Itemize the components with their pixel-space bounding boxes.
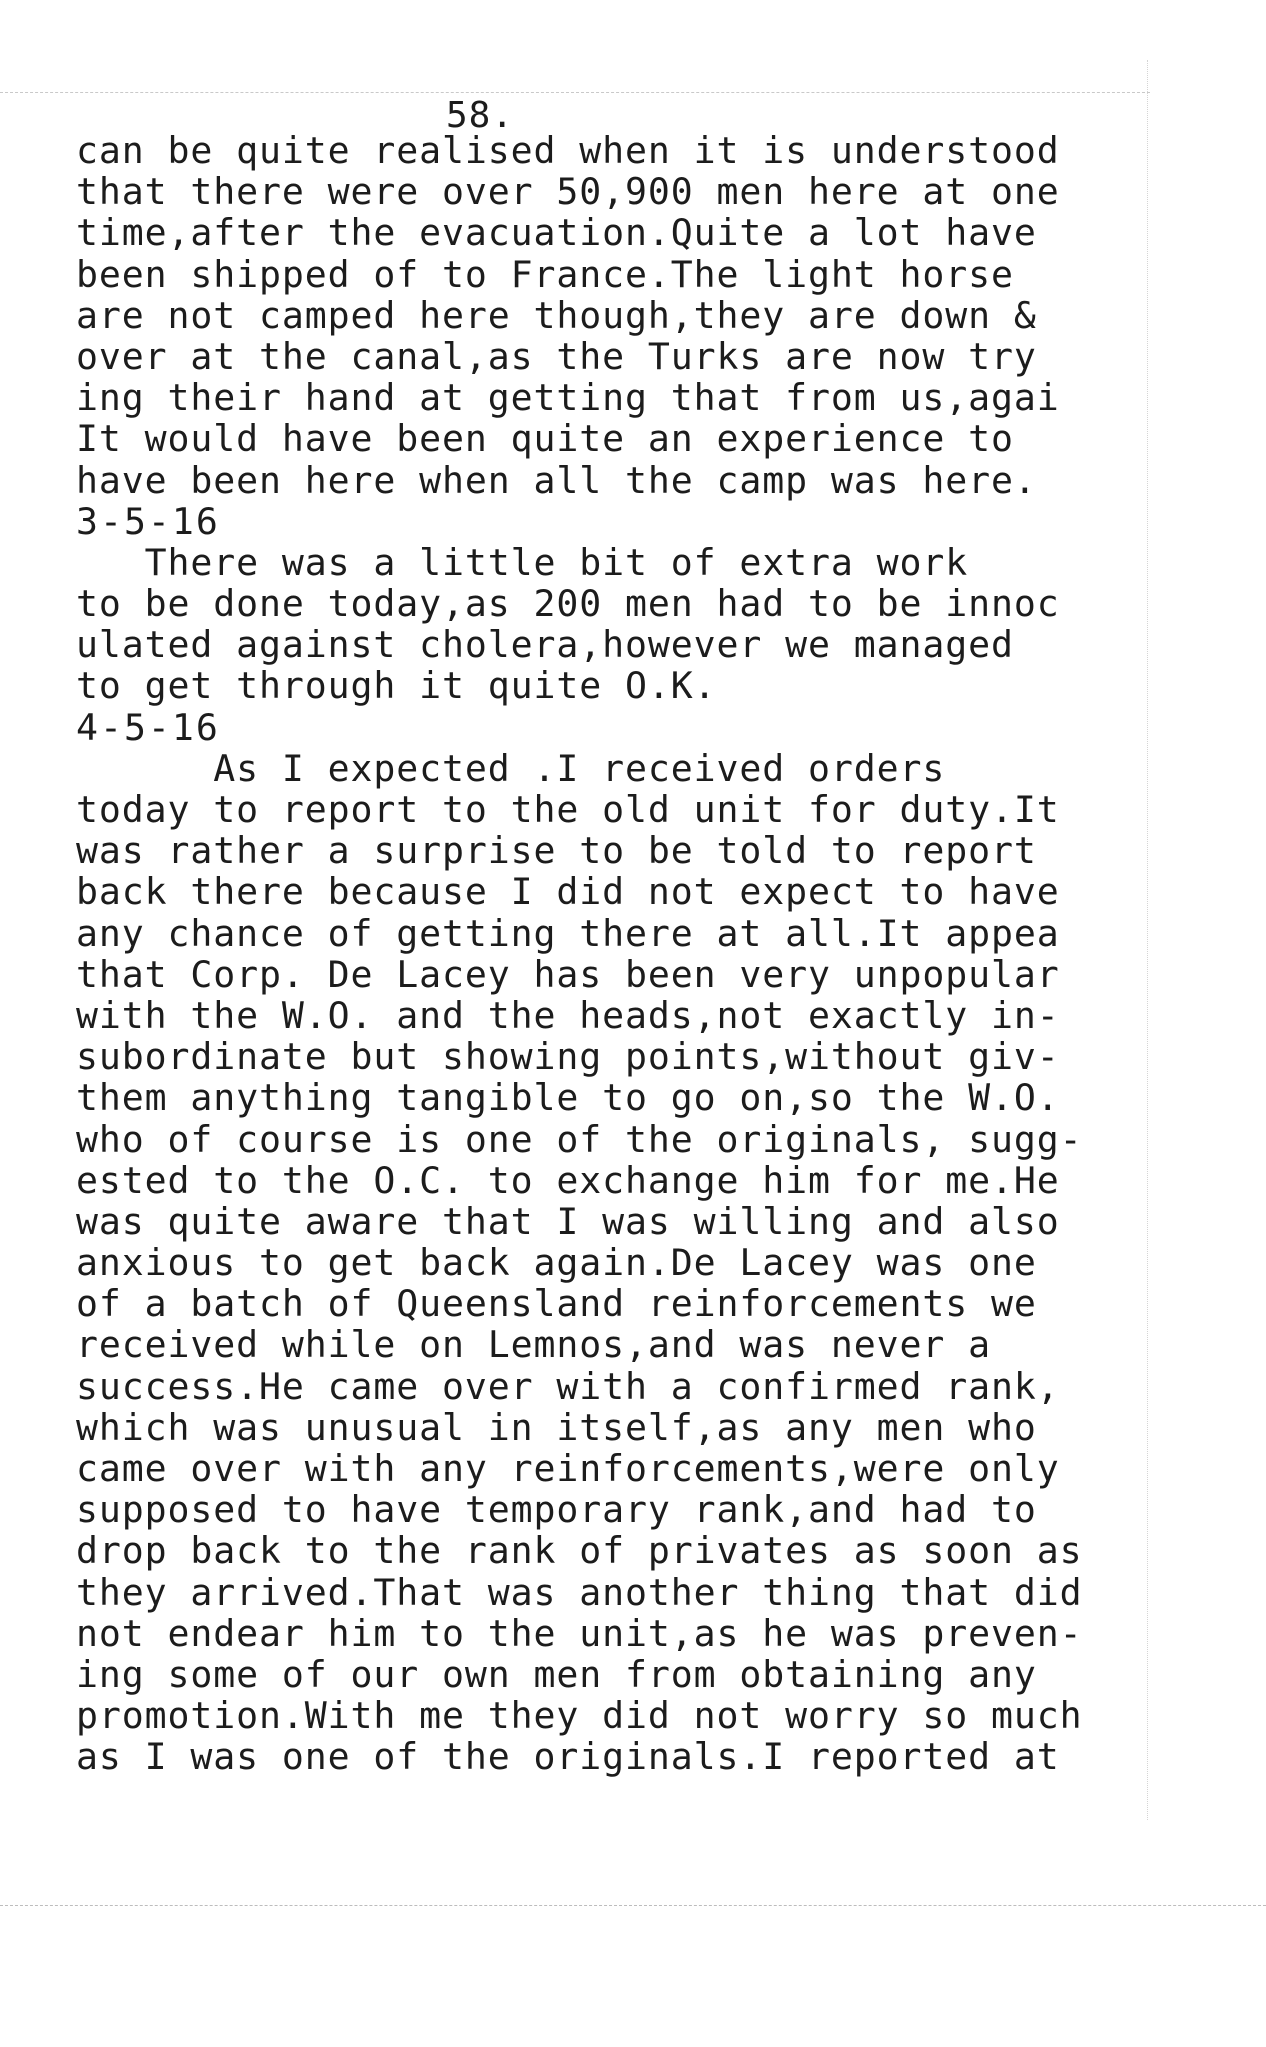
text-line: supposed to have temporary rank,and had to [76,1488,1037,1532]
text-line: was quite aware that I was willing and also [76,1199,1060,1243]
text-line: who of course is one of the originals, sugg- [76,1117,1083,1161]
text-line: which was unusual in itself,as any men who [76,1405,1037,1449]
text-line: There was a little bit of extra work [76,540,969,584]
text-line: subordinate but showing points,without giv- [76,1035,1060,1079]
text-line: drop back to the rank of privates as soon as [76,1529,1083,1573]
text-line: can be quite realised when it is understood [76,129,1060,172]
text-line: been shipped of to France.The light horse [76,252,1014,296]
text-line: with the W.O. and the heads,not exactly in- [76,993,1060,1037]
text-line: ing their hand at getting that from us,agai [76,376,1060,420]
text-line: ulated against cholera,however we managed [76,623,1014,667]
page-edge [1147,60,1148,1820]
text-line: not endear him to the unit,as he was preven- [76,1611,1083,1655]
fold-line-top [0,92,1150,93]
text-line: any chance of getting there at all.It appea [76,911,1060,955]
text-line: came over with any reinforcements,were only [76,1447,1060,1490]
text-line: to be done today,as 200 men had to be innoc [76,582,1060,626]
text-line: time,after the evacuation.Quite a lot have [76,211,1037,255]
text-line: are not camped here though,they are down & [76,293,1037,337]
text-line: success.He came over with a confirmed rank, [76,1364,1060,1408]
text-line: them anything tangible to go on,so the W.O. [76,1076,1060,1120]
text-line: back there because I did not expect to have [76,870,1060,914]
text-line: that Corp. De Lacey has been very unpopular [76,952,1060,996]
text-line: received while on Lemnos,and was never a [76,1323,991,1367]
text-line: of a batch of Queensland reinforcements we [76,1282,1037,1326]
text-line: As I expected .I received orders [76,746,946,790]
fold-line-bottom [0,1905,1266,1906]
text-line: was rather a surprise to be told to report [76,829,1037,873]
text-line: that there were over 50,900 men here at one [76,170,1060,214]
typed-text-body [76,130,1136,1778]
text-line: today to report to the old unit for duty.It [76,788,1060,831]
text-line: have been here when all the camp was here. [76,458,1037,502]
text-line: ing some of our own men from obtaining any [76,1652,1037,1696]
page-number: 58. [446,95,515,136]
date-heading: 3-5-16 [76,499,220,543]
text-line: It would have been quite an experience to [76,417,1014,461]
text-line: as I was one of the originals.I reported at [76,1735,1060,1779]
text-line: ested to the O.C. to exchange him for me.He [76,1158,1060,1202]
date-heading: 4-5-16 [76,705,220,749]
text-line: anxious to get back again.De Lacey was one [76,1241,1037,1285]
text-line: to get through it quite O.K. [76,664,717,708]
text-line: over at the canal,as the Turks are now try [76,334,1037,378]
text-line: promotion.With me they did not worry so much [76,1694,1083,1738]
text-line: they arrived.That was another thing that did [76,1570,1083,1614]
